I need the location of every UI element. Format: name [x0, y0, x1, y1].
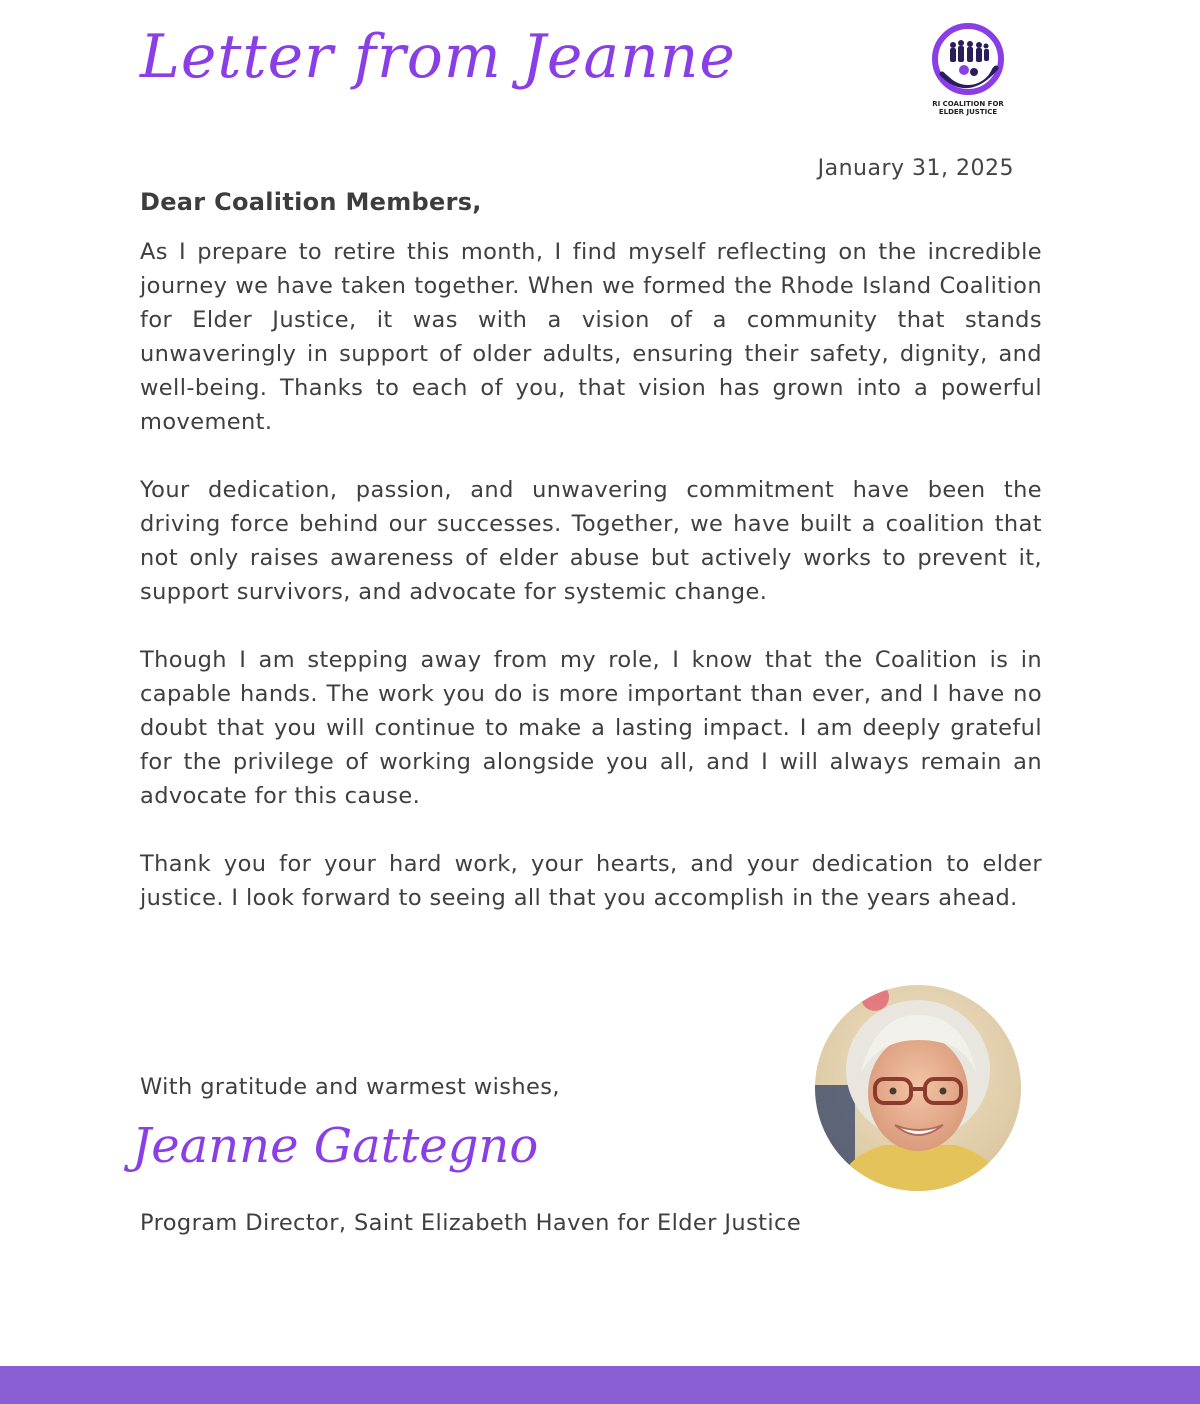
logo-text: RI COALITION FOR ELDER JUSTICE [932, 100, 1004, 116]
paragraph-2: Your dedication, passion, and unwavering commitment have been the driving force behind our successes. Together, we have built a coalition that not only raises awareness of elder abuse but actively works to prevent it, support survivors, and advocate for systemic change. [140, 477, 1042, 605]
letter-date: January 31, 2025 [817, 156, 1014, 181]
letter-closing: With gratitude and warmest wishes, [140, 1074, 560, 1100]
letter-greeting: Dear Coalition Members, [140, 188, 482, 216]
letter-title: Letter from Jeanne [140, 22, 736, 92]
paragraph-3: Though I am stepping away from my role, I know that the Coalition is in capable hands. The work you do is more important than ever, and I have no doubt that you will continue to make a lasting impact. I am deeply grateful for the privilege of working alongside you all, and I will always remain an advocate for this cause. [140, 647, 1042, 809]
author-role: Program Director, Saint Elizabeth Haven for Elder Justice [140, 1210, 802, 1236]
letter-body [140, 235, 1042, 949]
coalition-logo [922, 20, 1014, 116]
coalition-logo-icon [928, 20, 1008, 98]
signature: Jeanne Gattegno [132, 1118, 539, 1174]
paragraph-1: As I prepare to retire this month, I find myself reflecting on the incredible journey we have taken together. When we formed the Rhode Island Coalition for Elder Justice, it was with a vision of a community that stands unwaveringly in support of older adults, ensuring their safety, dignity, and well-being. Thanks to each of you, that vision has grown into a powerful movement. [140, 239, 1042, 435]
portrait-image [815, 985, 1021, 1191]
author-photo [815, 985, 1021, 1191]
footer-bar [0, 1366, 1200, 1404]
paragraph-4: Thank you for your hard work, your hearts, and your dedication to elder justice. I look forward to seeing all that you accomplish in the years ahead. [140, 851, 1042, 911]
